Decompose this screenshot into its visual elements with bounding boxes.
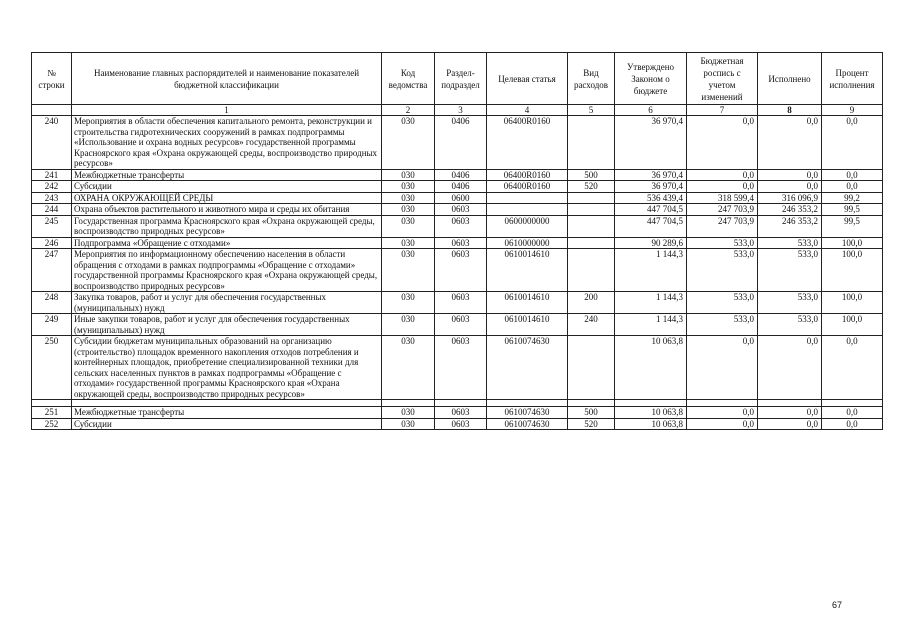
row-section: 0406 bbox=[435, 169, 487, 181]
row-dept-code: 030 bbox=[382, 192, 435, 204]
column-number: 8 bbox=[758, 105, 822, 116]
budget-table bbox=[31, 52, 883, 430]
row-target bbox=[487, 192, 568, 204]
row-expense-kind: 500 bbox=[568, 407, 615, 419]
row-name: Субсидии bbox=[72, 418, 382, 430]
row-number: 252 bbox=[32, 418, 72, 430]
row-approved: 1 144,3 bbox=[615, 314, 687, 336]
header-name: Наименование главных распорядителей и наименование показателей бюджетной классификации bbox=[72, 53, 382, 105]
row-number: 247 bbox=[32, 249, 72, 292]
table-row bbox=[32, 336, 883, 400]
row-number: 243 bbox=[32, 192, 72, 204]
row-plan: 0,0 bbox=[687, 181, 758, 193]
row-expense-kind: 200 bbox=[568, 292, 615, 314]
table-row bbox=[32, 169, 883, 181]
column-number-row bbox=[32, 105, 883, 116]
row-number: 245 bbox=[32, 215, 72, 237]
row-dept-code: 030 bbox=[382, 314, 435, 336]
header-approved: Утверждено Законом о бюджете bbox=[615, 53, 687, 105]
row-section: 0603 bbox=[435, 292, 487, 314]
header-row-number: № строки bbox=[32, 53, 72, 105]
row-done: 246 353,2 bbox=[758, 204, 822, 216]
header-plan: Бюджетная роспись с учетом изменений bbox=[687, 53, 758, 105]
row-name: Подпрограмма «Обращение с отходами» bbox=[72, 237, 382, 249]
row-percent: 0,0 bbox=[822, 418, 883, 430]
table-row bbox=[32, 181, 883, 193]
row-approved: 10 063,8 bbox=[615, 418, 687, 430]
row-percent: 99,2 bbox=[822, 192, 883, 204]
row-name: Субсидии bbox=[72, 181, 382, 193]
row-name: Мероприятия по информационному обеспечению населения в области обращения с отходами в рамках подпрограммы «Обращение с отходами» государственной программы Красноярского края «Охрана окружающей среды, воспроизводство природных ресурсов» bbox=[72, 249, 382, 292]
row-dept-code: 030 bbox=[382, 407, 435, 419]
row-number: 242 bbox=[32, 181, 72, 193]
row-target: 0610074630 bbox=[487, 336, 568, 400]
row-dept-code: 030 bbox=[382, 215, 435, 237]
table-row bbox=[32, 215, 883, 237]
row-number: 240 bbox=[32, 116, 72, 170]
row-done: 0,0 bbox=[758, 418, 822, 430]
row-percent: 99,5 bbox=[822, 204, 883, 216]
row-name: ОХРАНА ОКРУЖАЮЩЕЙ СРЕДЫ bbox=[72, 192, 382, 204]
row-done: 0,0 bbox=[758, 169, 822, 181]
row-plan: 0,0 bbox=[687, 336, 758, 400]
row-dept-code: 030 bbox=[382, 169, 435, 181]
row-approved: 36 970,4 bbox=[615, 116, 687, 170]
row-number: 248 bbox=[32, 292, 72, 314]
table-row bbox=[32, 292, 883, 314]
row-name: Государственная программа Красноярского края «Охрана окружающей среды, воспроизводство природных ресурсов» bbox=[72, 215, 382, 237]
row-plan: 0,0 bbox=[687, 116, 758, 170]
row-name: Межбюджетные трансферты bbox=[72, 407, 382, 419]
row-percent: 100,0 bbox=[822, 237, 883, 249]
header-expense-kind: Вид расходов bbox=[568, 53, 615, 105]
row-target: 0610000000 bbox=[487, 237, 568, 249]
row-dept-code: 030 bbox=[382, 204, 435, 216]
spacer-cell bbox=[32, 400, 72, 407]
header-section: Раздел-подраздел bbox=[435, 53, 487, 105]
row-target bbox=[487, 204, 568, 216]
row-target: 06400R0160 bbox=[487, 116, 568, 170]
column-number: 9 bbox=[822, 105, 883, 116]
row-plan: 533,0 bbox=[687, 314, 758, 336]
row-approved: 10 063,8 bbox=[615, 407, 687, 419]
row-section: 0603 bbox=[435, 215, 487, 237]
table-row bbox=[32, 249, 883, 292]
row-percent: 100,0 bbox=[822, 292, 883, 314]
row-done: 533,0 bbox=[758, 249, 822, 292]
row-expense-kind bbox=[568, 116, 615, 170]
row-target: 0610014610 bbox=[487, 314, 568, 336]
spacer-cell bbox=[568, 400, 615, 407]
row-done: 0,0 bbox=[758, 336, 822, 400]
row-expense-kind bbox=[568, 336, 615, 400]
row-target: 0610014610 bbox=[487, 292, 568, 314]
row-expense-kind: 520 bbox=[568, 418, 615, 430]
row-percent: 0,0 bbox=[822, 181, 883, 193]
row-approved: 36 970,4 bbox=[615, 181, 687, 193]
row-done: 246 353,2 bbox=[758, 215, 822, 237]
column-number: 1 bbox=[72, 105, 382, 116]
row-section: 0603 bbox=[435, 407, 487, 419]
row-dept-code: 030 bbox=[382, 181, 435, 193]
row-expense-kind bbox=[568, 237, 615, 249]
table-row bbox=[32, 204, 883, 216]
row-approved: 36 970,4 bbox=[615, 169, 687, 181]
row-expense-kind: 520 bbox=[568, 181, 615, 193]
column-number: 5 bbox=[568, 105, 615, 116]
row-dept-code: 030 bbox=[382, 418, 435, 430]
row-number: 251 bbox=[32, 407, 72, 419]
column-number: 7 bbox=[687, 105, 758, 116]
row-name: Мероприятия в области обеспечения капитального ремонта, реконструкции и строительства гидротехнических сооружений в рамках подпрограммы «Использование и охрана водных ресурсов» государственной программы Красноярского края «Охрана окружающей среды, воспроизводство природных ресурсов» bbox=[72, 116, 382, 170]
row-percent: 0,0 bbox=[822, 116, 883, 170]
row-percent: 0,0 bbox=[822, 407, 883, 419]
row-target: 0610074630 bbox=[487, 418, 568, 430]
row-approved: 10 063,8 bbox=[615, 336, 687, 400]
row-plan: 318 599,4 bbox=[687, 192, 758, 204]
row-expense-kind bbox=[568, 249, 615, 292]
row-approved: 447 704,5 bbox=[615, 215, 687, 237]
header-dept-code: Код ведомства bbox=[382, 53, 435, 105]
column-number: 3 bbox=[435, 105, 487, 116]
row-section: 0603 bbox=[435, 314, 487, 336]
row-percent: 0,0 bbox=[822, 169, 883, 181]
row-number: 249 bbox=[32, 314, 72, 336]
row-percent: 0,0 bbox=[822, 336, 883, 400]
row-plan: 533,0 bbox=[687, 249, 758, 292]
row-plan: 533,0 bbox=[687, 237, 758, 249]
row-plan: 0,0 bbox=[687, 169, 758, 181]
row-plan: 0,0 bbox=[687, 407, 758, 419]
table-body bbox=[32, 116, 883, 430]
row-section: 0603 bbox=[435, 418, 487, 430]
row-section: 0603 bbox=[435, 336, 487, 400]
row-number: 241 bbox=[32, 169, 72, 181]
table-row bbox=[32, 407, 883, 419]
spacer-cell bbox=[72, 400, 382, 407]
row-approved: 1 144,3 bbox=[615, 292, 687, 314]
table-row bbox=[32, 192, 883, 204]
row-dept-code: 030 bbox=[382, 249, 435, 292]
row-section: 0603 bbox=[435, 204, 487, 216]
spacer-cell bbox=[758, 400, 822, 407]
row-dept-code: 030 bbox=[382, 292, 435, 314]
header-done: Исполнено bbox=[758, 53, 822, 105]
row-expense-kind: 240 bbox=[568, 314, 615, 336]
row-percent: 99,5 bbox=[822, 215, 883, 237]
row-dept-code: 030 bbox=[382, 237, 435, 249]
row-expense-kind: 500 bbox=[568, 169, 615, 181]
row-target: 0610014610 bbox=[487, 249, 568, 292]
spacer-cell bbox=[487, 400, 568, 407]
row-percent: 100,0 bbox=[822, 249, 883, 292]
row-done: 0,0 bbox=[758, 407, 822, 419]
row-plan: 247 703,9 bbox=[687, 215, 758, 237]
row-expense-kind bbox=[568, 215, 615, 237]
row-expense-kind bbox=[568, 204, 615, 216]
row-percent: 100,0 bbox=[822, 314, 883, 336]
page-number: 67 bbox=[832, 600, 843, 610]
budget-table-container bbox=[31, 52, 883, 430]
row-approved: 447 704,5 bbox=[615, 204, 687, 216]
row-name: Межбюджетные трансферты bbox=[72, 169, 382, 181]
column-number: 2 bbox=[382, 105, 435, 116]
column-number bbox=[32, 105, 72, 116]
spacer-cell bbox=[382, 400, 435, 407]
row-done: 0,0 bbox=[758, 116, 822, 170]
row-name: Иные закупки товаров, работ и услуг для обеспечения государственных (муниципальных) нужд bbox=[72, 314, 382, 336]
row-dept-code: 030 bbox=[382, 116, 435, 170]
row-name: Субсидии бюджетам муниципальных образований на организацию (строительство) площадок временного накопления отходов потребления и контейнерных площадок, приобретение специализированной техники для сельских населенных пунктов в рамках подпрограммы «Обращение с отходами» государственной программы Красноярского края «Охрана окружающей среды, воспроизводство природных ресурсов» bbox=[72, 336, 382, 400]
row-expense-kind bbox=[568, 192, 615, 204]
row-done: 533,0 bbox=[758, 292, 822, 314]
table-row bbox=[32, 116, 883, 170]
row-done: 533,0 bbox=[758, 314, 822, 336]
column-number: 6 bbox=[615, 105, 687, 116]
row-section: 0406 bbox=[435, 116, 487, 170]
row-target: 0610074630 bbox=[487, 407, 568, 419]
row-section: 0600 bbox=[435, 192, 487, 204]
column-number: 4 bbox=[487, 105, 568, 116]
row-name: Закупка товаров, работ и услуг для обеспечения государственных (муниципальных) нужд bbox=[72, 292, 382, 314]
row-section: 0603 bbox=[435, 249, 487, 292]
row-name: Охрана объектов растительного и животного мира и среды их обитания bbox=[72, 204, 382, 216]
row-done: 533,0 bbox=[758, 237, 822, 249]
row-done: 0,0 bbox=[758, 181, 822, 193]
table-row bbox=[32, 237, 883, 249]
table-row bbox=[32, 418, 883, 430]
row-section: 0406 bbox=[435, 181, 487, 193]
table-row bbox=[32, 314, 883, 336]
spacer-cell bbox=[822, 400, 883, 407]
header-row bbox=[32, 53, 883, 105]
row-number: 246 bbox=[32, 237, 72, 249]
row-section: 0603 bbox=[435, 237, 487, 249]
row-plan: 0,0 bbox=[687, 418, 758, 430]
row-dept-code: 030 bbox=[382, 336, 435, 400]
row-approved: 90 289,6 bbox=[615, 237, 687, 249]
row-done: 316 096,9 bbox=[758, 192, 822, 204]
row-target: 06400R0160 bbox=[487, 169, 568, 181]
row-approved: 1 144,3 bbox=[615, 249, 687, 292]
table-row-spacer bbox=[32, 400, 883, 407]
row-target: 0600000000 bbox=[487, 215, 568, 237]
spacer-cell bbox=[615, 400, 687, 407]
header-percent: Процент исполнения bbox=[822, 53, 883, 105]
spacer-cell bbox=[687, 400, 758, 407]
row-plan: 247 703,9 bbox=[687, 204, 758, 216]
row-approved: 536 439,4 bbox=[615, 192, 687, 204]
row-number: 244 bbox=[32, 204, 72, 216]
header-target: Целевая статья bbox=[487, 53, 568, 105]
spacer-cell bbox=[435, 400, 487, 407]
row-target: 06400R0160 bbox=[487, 181, 568, 193]
row-number: 250 bbox=[32, 336, 72, 400]
row-plan: 533,0 bbox=[687, 292, 758, 314]
